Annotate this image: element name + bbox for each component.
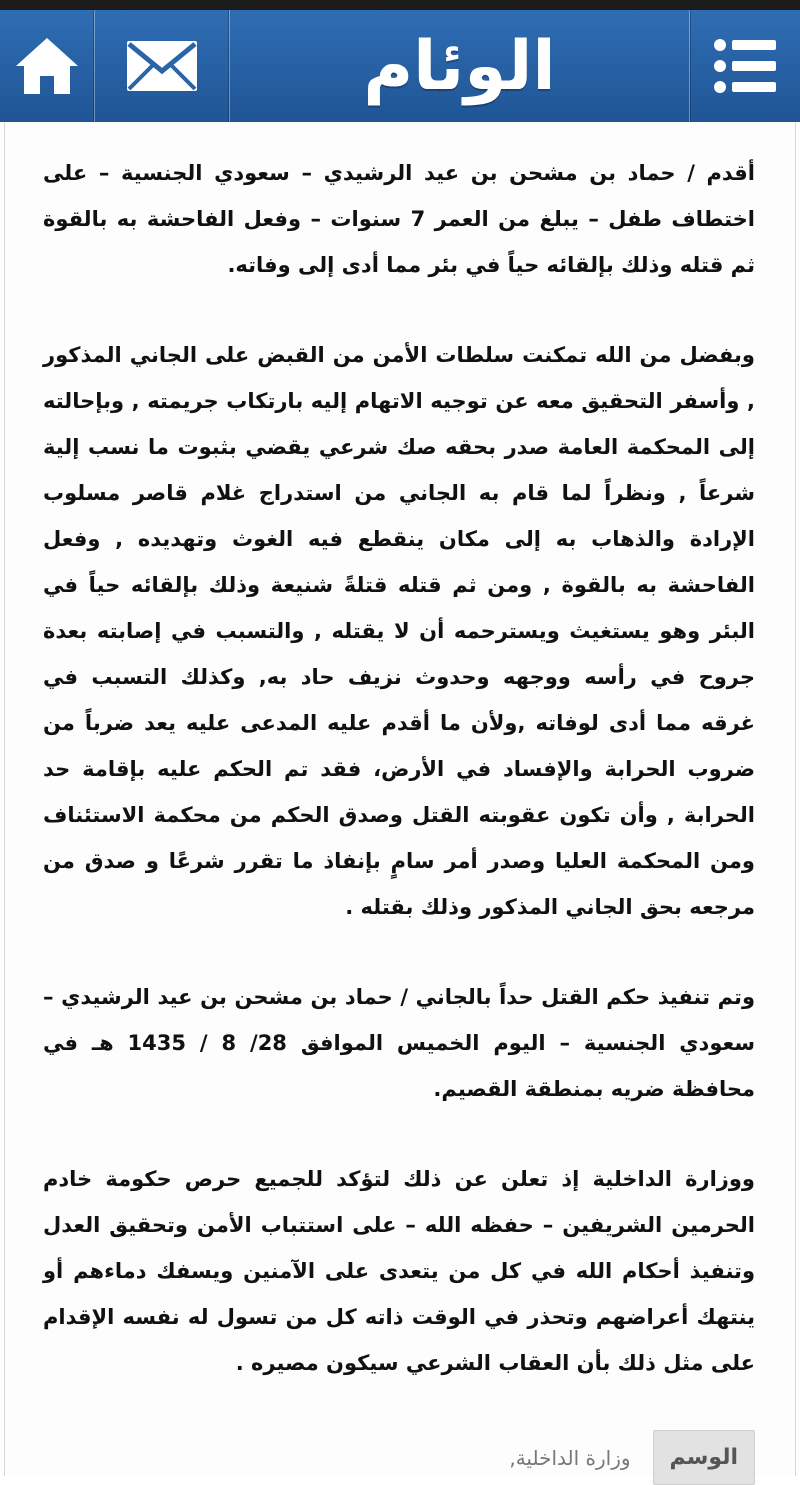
article-content xyxy=(4,122,796,1476)
mail-button[interactable] xyxy=(95,10,230,122)
menu-button[interactable] xyxy=(689,10,800,122)
mail-icon xyxy=(125,39,199,93)
app-logo-title: الوئام xyxy=(363,26,556,106)
article-paragraph: وتم تنفيذ حكم القتل حداً بالجاني / حماد بن مشحن بن عيد الرشيدي – سعودي الجنسية – اليوم الخميس الموافق 28/ 8 / 1435 هـ في محافظة ضريه بمنطقة القصيم. xyxy=(43,985,755,1101)
article-paragraph: أقدم / حماد بن مشحن بن عيد الرشيدي – سعودي الجنسية – على اختطاف طفل – يبلغ من العمر 7 سنوات – وفعل الفاحشة به بالقوة ثم قتله وذلك بإلقائه حياً في بئر مما أدى إلى وفاته. xyxy=(43,161,756,277)
status-bar xyxy=(0,0,800,10)
article-paragraph: وبفضل من الله تمكنت سلطات الأمن من القبض على الجاني المذكور , وأسفر التحقيق معه عن توجيه الاتهام إليه بارتكاب جريمته , وبإحالته إلى المحكمة العامة صدر بحقه صك شرعي يقضي بثبوت ما نسب إلية شرعاً , ونظراً لما قام به الجاني من استدراج غلام قاصر مسلوب الإرادة والذهاب به إلى مكان ينقطع فيه الغوث وتهديده , وفعل الفاحشة به بالقوة , ومن ثم قتله قتلةً شنيعة وذلك بإلقائه حياً في البئر وهو يستغيث ويسترحمه أن لا يقتله , والتسبب في إصابته بعدة جروح في رأسه ووجهه وحدوث نزيف حاد به, وكذلك التسبب في غرقه مما أدى لوفاته ,ولأن ما أقدم عليه المدعى عليه يعد ضرباً من ضروب الحرابة والإفساد في الأرض، فقد تم الحكم عليه بإقامة حد الحرابة , وأن تكون عقوبته القتل وصدق الحكم من محكمة الاستئناف ومن المحكمة العليا وصدر أمر سامٍ بإنفاذ ما تقرر شرعًا و صدق من مرجعه بحق الجاني المذكور وذلك بقتله . xyxy=(43,343,755,919)
home-icon xyxy=(12,34,82,98)
tags-label: الوسم xyxy=(653,1430,755,1485)
home-button[interactable] xyxy=(0,10,95,122)
article-paragraph: ووزارة الداخلية إذ تعلن عن ذلك لتؤكد للجميع حرص حكومة خادم الحرمين الشريفين – حفظه الله – على استتباب الأمن وتحقيق العدل وتنفيذ أحكام الله في كل من يتعدى على الآمنين ويسفك دماءهم أو ينتهك أعراضهم وتحذر في الوقت ذاته كل من تسول له نفسه الإقدام على مثل ذلك بأن العقاب الشرعي سيكون مصيره . xyxy=(43,1167,755,1375)
tags-row xyxy=(43,1430,755,1485)
menu-icon xyxy=(712,37,778,95)
app-header xyxy=(0,10,800,122)
tag-link[interactable]: وزارة الداخلية, xyxy=(509,1445,631,1470)
